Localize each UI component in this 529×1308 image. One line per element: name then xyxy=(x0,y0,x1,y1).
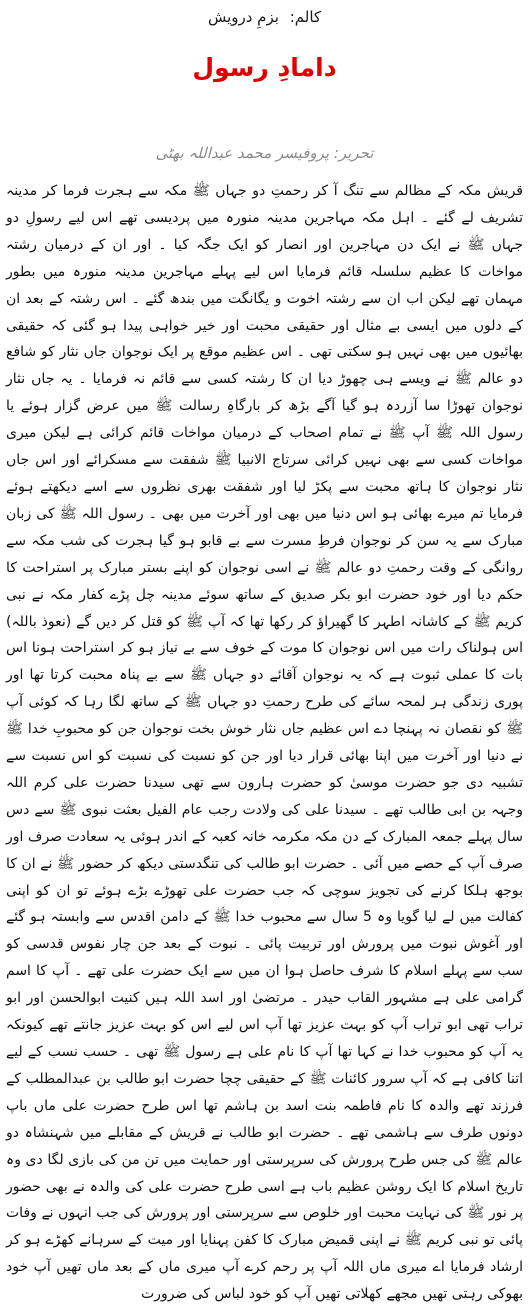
article-body xyxy=(6,178,524,1303)
article-headline: دامادِ رسول xyxy=(192,53,337,82)
article-paragraph: قریش مکہ کے مظالم سے تنگ آ کر رحمتِ دو جہاں ﷺ مکہ سے ہجرت فرما کر مدینہ تشریف لے گئے ۔ اہل مکہ مہاجرین مدینہ منورہ میں پردیسی تھے اس لیے رسولِ دو جہاں ﷺ نے ایک دن مہاجرین اور انصار کو ایک جگہ کیا ۔ اور ان کے درمیان رشتہ مواخات کا عظیم سلسلہ قائم فرمایا اس لیے پہلے مہاجرین مدینہ منورہ میں بطور مہمان تھے لیکن اب ان سے رشتہ اخوت و یگانگت میں بندھ گئے ۔ اس رشتہ کے بعد ان کے دلوں میں ایسی بے مثال اور حقیقی محبت اور خیر خواہی پیدا ہو گئی کہ حقیقی بھائیوں میں بھی نہیں ہو سکتی تھی ۔ اس عظیم موقع پر ایک نوجوان جاں نثار کو شافع دو عالم ﷺ نے ویسے ہی چھوڑ دیا ان کا رشتہ کسی سے قائم نہ فرمایا ۔ یہ جاں نثار نوجوان تھوڑا سا آزردہ ہو گیا آگے بڑھ کر بارگاہِ رسالت ﷺ میں عرض گزار ہوئے یا رسول اللہ ﷺ آپ ﷺ نے تمام اصحاب کے درمیان مواخات قائم کرائی ہے لیکن میری مواخات کسی سے بھی نہیں کرائی سرتاج الانبیا ﷺ شفقت سے مسکرائے اور اس جاں نثار نوجوان کا ہاتھ محبت سے پکڑ لیا اور شفقت بھری نظروں سے اسے دیکھتے ہوئے فرمایا تم میرے بھائی ہو اس دنیا میں بھی اور آخرت میں بھی ۔ رسول اللہ ﷺ کی زبان مبارک سے یہ سن کر نوجوان فرطِ مسرت سے بے قابو ہو گیا ہجرت کی شب مکہ سے روانگی کے وقت رحمتِ دو عالم ﷺ نے اسی نوجوان کو اپنے بستر مبارک پر استراحت کا حکم دیا اور خود حضرت ابو بکر صدیق کے ساتھ سوئے مدینہ چل پڑے کفار مکہ نے نبی کریم ﷺ کے کاشانہ اطہر کا گھیراؤ کر رکھا تھا کہ آپ ﷺ کو قتل کر دیں گے (نعوذ باللہ) اس ہولناک رات میں اس نوجوان کا موت کے خوف سے بے نیاز ہو کر استراحت ہونا اس بات کا عملی ثبوت ہے کہ یہ نوجوان آقائے دو جہاں ﷺ سے بے پناہ محبت کرتا تھا اور پوری زندگی ہر لمحہ سائے کی طرح رحمتِ دو جہاں ﷺ کے ساتھ لگا رہا کہ کوئی آپ ﷺ کو نقصان نہ پہنچا دے اس عظیم جاں نثار خوش بخت نوجوان جن کو محبوبِ خدا ﷺ نے دنیا اور آخرت میں اپنا بھائی قرار دیا اور جن کو نسبت کی نسبت کو اس نسبت سے تشبیہ دی جو حضرت موسیٰ کو حضرت ہارون سے تھی سیدنا حضرت علی کرم اللہ وجہہ بن ابی طالب تھے ۔ سیدنا علی کی ولادت رجب عام الفیل بعثت نبوی ﷺ سے دس سال پہلے جمعہ المبارک کے دن مکہ مکرمہ خانہ کعبہ کے اندر ہوئی یہ سعادت صرف اور صرف آپ کے حصے میں آئی ۔ حضرت ابو طالب کی تنگدستی دیکھ کر حضور ﷺ نے ان کا بوجھ ہلکا کرنے کی تجویز سوچی کہ جب حضرت علی تھوڑے بڑے ہوئے تو ان کو اپنی کفالت میں لے لیا گویا وہ 5 سال سے محبوب خدا ﷺ کے دامن اقدس سے وابستہ ہو گئے اور آغوش نبوت میں پرورش اور تربیت پائی ۔ نبوت کے بعد جن چار نفوس قدسی کو سب سے پہلے اسلام کا شرف حاصل ہوا ان میں سے ایک حضرت علی تھے ۔ آپ کا اسم گرامی علی ہے مشہور القاب حیدر ۔ مرتضیٰ اور اسد اللہ ہیں کنیت ابوالحسن اور ابو تراب تھی ابو تراب آپ کو بہت عزیز تھا آپ اس لیے اس کو بہت عزیز جانتے تھے کیونکہ یہ آپ کو محبوب خدا نے کہا تھا آپ کا نام علی ہے رسول ﷺ تھی ۔ حسب نسب کے لیے اتنا کافی ہے کہ آپ سرور کائنات ﷺ کے حقیقی چچا حضرت ابو طالب بن عبدالمطلب کے فرزند تھے والدہ کا نام فاطمہ بنت اسد بن ہاشم تھا اس طرح حضرت علی ماں باپ دونوں طرف سے ہاشمی تھے ۔ حضرت ابو طالب نے قریش کے مقابلے میں شہنشاہ دو عالم ﷺ کی جس طرح پرورش کی سرپرستی اور حمایت میں تن من کی بازی لگا دی وہ تاریخ اسلام کا ایک روشن عظیم باب ہے اسی طرح حضرت علی کی والدہ نے بھی حضور پر نور ﷺ کی نہایت محبت اور خلوص سے سرپرستی اور پرورش کی جب انہوں نے وفات پائی تو نبی کریم ﷺ نے اپنی قمیض مبارک کا کفن پہنایا اور میت کے سرہانے کھڑے ہو کر ارشاد فرمایا اے میری ماں اللہ آپ پر رحم کرے آپ میری ماں کے بعد ماں تھیں آپ خود بھوکی رہتی تھیں مجھے کھلاتی تھیں آپ کو خود لباس کی ضرورت xyxy=(6,183,524,1303)
column-name: بزمِ درویش xyxy=(207,8,279,26)
author-byline: تحریر: پروفیسر محمد عبداللہ بھٹی xyxy=(155,144,374,162)
column-label: کالم: xyxy=(289,8,322,26)
column-title xyxy=(6,6,523,28)
